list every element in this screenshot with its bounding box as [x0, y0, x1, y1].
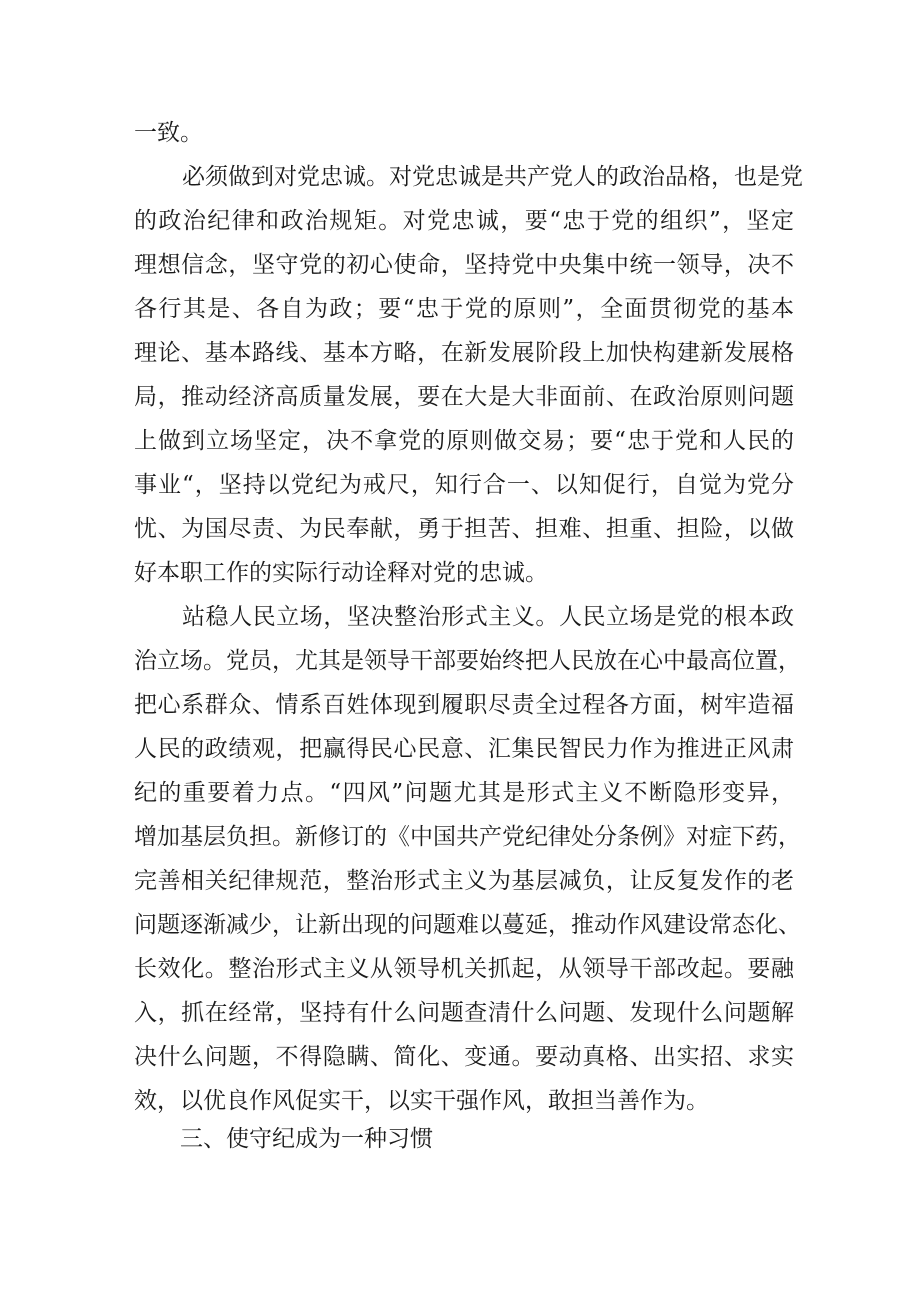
- text-line: 人民的政绩观，把赢得民心民意、汇集民智民力作为推进正风肃: [134, 736, 794, 762]
- text-line: 治立场。党员，尤其是领导干部要始终把人民放在心中最高位置，: [134, 648, 801, 674]
- text-line: 决什么问题，不得隐瞒、简化、变通。要动真格、出实招、求实: [134, 1044, 794, 1070]
- text-line: 局，推动经济高质量发展，要在大是大非面前、在政治原则问题: [134, 384, 794, 410]
- paragraph-first-line: 站稳人民立场，坚决整治形式主义。人民立场是党的根本政: [182, 604, 794, 630]
- text-line: 上做到立场坚定，决不拿党的原则做交易；要“忠于党和人民的: [134, 428, 794, 454]
- text-line: 事业“，坚持以党纪为戒尺，知行合一、以知促行，自觉为党分: [134, 472, 794, 498]
- text-line: 效，以优良作风促实干，以实干强作风，敢担当善作为。: [134, 1088, 709, 1114]
- text-line: 长效化。整治形式主义从领导机关抓起，从领导干部改起。要融: [134, 956, 794, 982]
- text-line: 一致。: [134, 120, 203, 146]
- text-line: 纪的重要着力点。“四风”问题尤其是形式主义不断隐形变异，: [134, 780, 794, 806]
- paragraph-first-line: 必须做到对党忠诚。对党忠诚是共产党人的政治品格，也是党: [182, 164, 803, 190]
- text-line: 完善相关纪律规范，整治形式主义为基层减负，让反复发作的老: [134, 868, 794, 894]
- text-line: 入，抓在经常，坚持有什么问题查清什么问题、发现什么问题解: [134, 1000, 794, 1026]
- text-line: 增加基层负担。新修订的《中国共产党纪律处分条例》对症下药，: [134, 824, 801, 850]
- text-line: 的政治纪律和政治规矩。对党忠诚，要“忠于党的组织”，坚定: [134, 208, 794, 234]
- text-line: 问题逐渐减少，让新出现的问题难以蔓延，推动作风建设常态化、: [134, 912, 801, 938]
- text-line: 各行其是、各自为政；要“忠于党的原则”，全面贯彻党的基本: [134, 296, 794, 322]
- text-line: 理论、基本路线、基本方略，在新发展阶段上加快构建新发展格: [134, 340, 794, 366]
- text-line: 好本职工作的实际行动诠释对党的忠诚。: [134, 560, 548, 586]
- text-line: 理想信念，坚守党的初心使命，坚持党中央集中统一领导，决不: [134, 252, 794, 278]
- text-line: 把心系群众、情系百姓体现到履职尽责全过程各方面，树牢造福: [134, 692, 794, 718]
- section-heading: 三、使守纪成为一种习惯: [180, 1126, 433, 1152]
- text-line: 忧、为国尽责、为民奉献，勇于担苦、担难、担重、担险，以做: [134, 516, 794, 542]
